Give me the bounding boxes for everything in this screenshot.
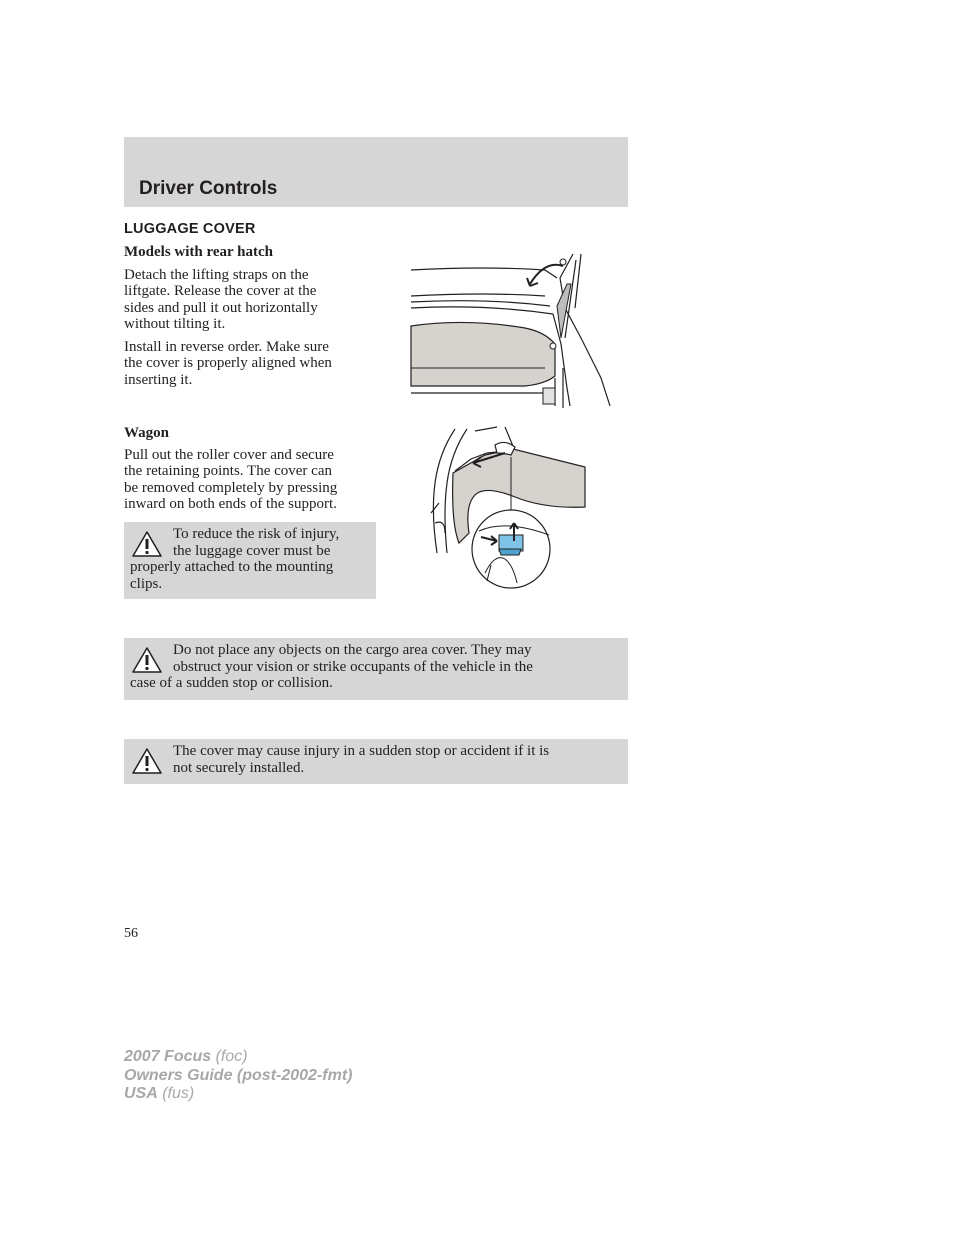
footer-model-code: (foc) [211,1048,248,1065]
wagon-heading: Wagon [124,425,170,441]
text-line: Install in reverse order. Make sure [124,339,329,355]
footer-model: 2007 Focus [124,1048,212,1065]
warning-line: The cover may cause injury in a sudden stop or accident if it is [173,743,550,759]
hatch-luggage-cover-illustration [405,248,620,413]
warning-line: obstruct your vision or strike occupants of the vehicle in the [173,658,533,675]
header-band [124,137,628,207]
warning-line: Do not place any objects on the cargo area cover. They may [173,642,532,658]
warning-box-3 [124,739,628,784]
page-header-title: Driver Controls [139,178,278,199]
footer-line-2 [124,1067,352,1086]
warning-line: properly attached to the mounting [130,559,334,575]
page-number: 56 [124,926,138,941]
warning-line: clips. [130,575,163,592]
warning-line: not securely installed. [173,759,305,776]
text-line: sides and pull it out horizontally [124,299,318,316]
text-line: the cover is properly aligned when [124,355,332,372]
text-line: without tilting it. [124,315,226,332]
warning-line: To reduce the risk of injury, [173,526,340,542]
footer-line-1 [124,1048,352,1067]
text-line: the retaining points. The cover can [124,463,332,480]
warning-line: the luggage cover must be [173,542,331,559]
warning-triangle-icon [131,747,163,775]
text-line: inward on both ends of the support. [124,495,337,512]
warning-box-1 [124,522,376,599]
hatch-paragraph-1 [124,267,318,332]
footer-line-3 [124,1085,352,1104]
text-line: Detach the lifting straps on the [124,267,309,283]
wagon-roller-cover-illustration [425,423,590,591]
warning-box-2 [124,638,628,700]
text-line: liftgate. Release the cover at the [124,283,317,300]
wagon-paragraph [124,447,337,512]
section-title: LUGGAGE COVER [124,221,256,237]
footer-market-code: (fus) [157,1085,195,1102]
warning-triangle-icon [131,646,163,674]
hatch-paragraph-2 [124,339,332,388]
hatch-heading: Models with rear hatch [124,244,274,260]
text-line: be removed completely by pressing [124,479,338,496]
warning-line: case of a sudden stop or collision. [130,675,333,691]
footer-market: USA [124,1085,158,1102]
text-line: Pull out the roller cover and secure [124,447,334,463]
document-footer [124,1048,352,1104]
warning-triangle-icon [131,530,163,558]
footer-guide: Owners Guide (post-2002-fmt) [124,1066,353,1084]
text-line: inserting it. [124,371,193,388]
